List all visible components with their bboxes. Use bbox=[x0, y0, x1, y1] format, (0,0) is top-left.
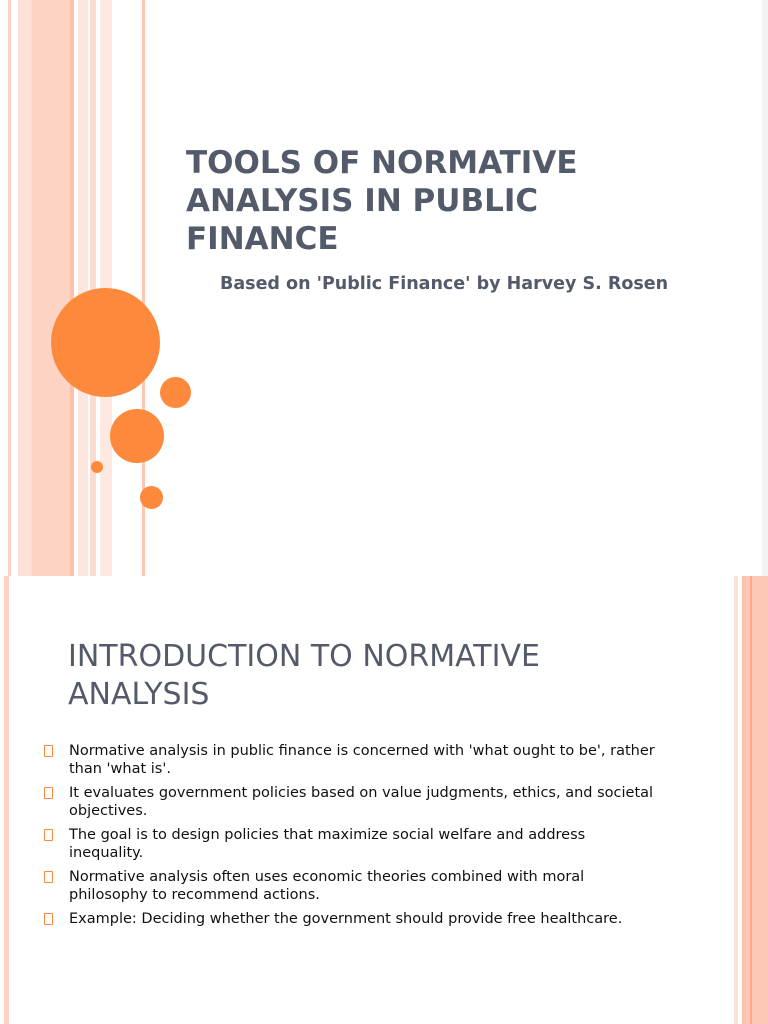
square-bullet-icon bbox=[44, 913, 53, 925]
bullet-text: Example: Deciding whether the government should provide free healthcare. bbox=[69, 911, 623, 927]
decorative-stripe bbox=[4, 576, 9, 1024]
square-bullet-icon bbox=[44, 829, 53, 841]
square-bullet-icon bbox=[44, 871, 53, 883]
slide-subtitle: Based on 'Public Finance' by Harvey S. Rosen bbox=[220, 274, 669, 294]
bullet-item bbox=[44, 910, 664, 928]
slide-title: TOOLS OF NORMATIVE ANALYSIS IN PUBLIC FINANCE bbox=[186, 145, 578, 257]
bullet-text: The goal is to design policies that maximize social welfare and address inequality. bbox=[69, 827, 586, 861]
content-slide bbox=[0, 576, 768, 1024]
decorative-circle bbox=[51, 288, 160, 397]
bullet-list bbox=[44, 742, 664, 934]
decorative-stripe bbox=[32, 0, 70, 576]
square-bullet-icon bbox=[44, 787, 53, 799]
decorative-stripe bbox=[750, 576, 752, 1024]
decorative-stripe bbox=[8, 0, 11, 576]
bullet-item bbox=[44, 868, 664, 904]
decorative-stripe bbox=[78, 0, 88, 576]
bullet-text: Normative analysis in public finance is concerned with 'what ought to be', rather than 'what is'. bbox=[69, 743, 655, 777]
decorative-stripe bbox=[70, 0, 74, 576]
bullet-item bbox=[44, 742, 664, 778]
decorative-stripe bbox=[734, 576, 738, 1024]
slide-edge bbox=[762, 0, 768, 576]
decorative-circle bbox=[110, 409, 164, 463]
decorative-circle bbox=[140, 486, 163, 509]
bullet-item bbox=[44, 784, 664, 820]
slide-title: INTRODUCTION TO NORMATIVE ANALYSIS bbox=[68, 639, 540, 712]
decorative-circle bbox=[160, 377, 191, 408]
square-bullet-icon bbox=[44, 745, 53, 757]
decorative-circle bbox=[91, 461, 103, 473]
bullet-text: It evaluates government policies based on value judgments, ethics, and societal objectives. bbox=[69, 785, 654, 819]
bullet-item bbox=[44, 826, 664, 862]
bullet-text: Normative analysis often uses economic theories combined with moral philosophy to recommend actions. bbox=[69, 869, 585, 903]
